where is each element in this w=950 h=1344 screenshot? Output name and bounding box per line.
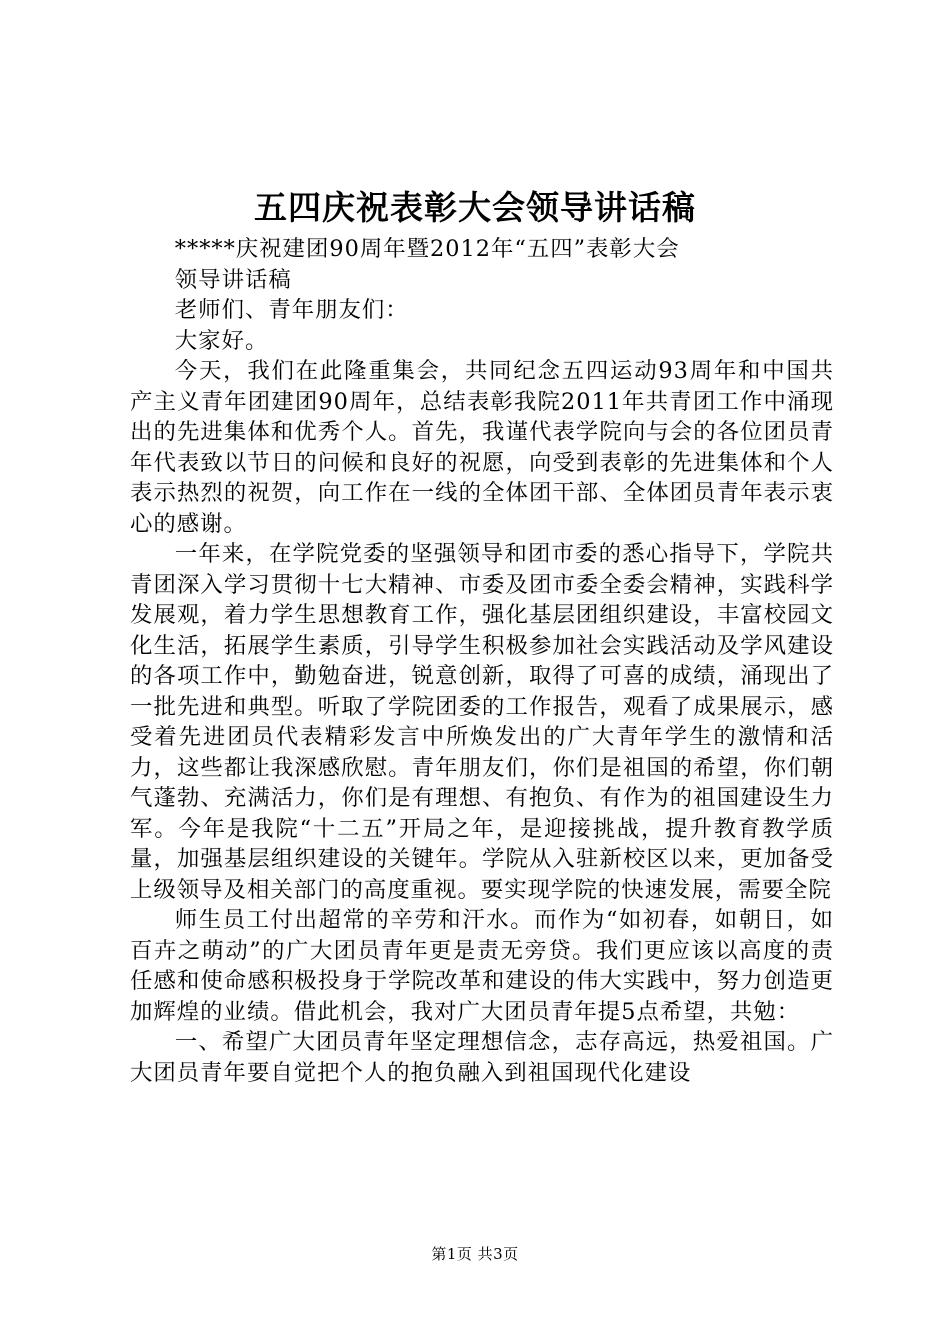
body-paragraph: 师生员工付出超常的辛劳和汗水。而作为“如初春，如朝日，如百卉之萌动”的广大团员青年更是责无旁贷。我们更应该以高度的责任感和使命感积极投身于学院改革和建设的伟大实践中，努力创造更加辉煌的业绩。借此机会，我对广大团员青年提5点希望，共勉： (130, 907, 834, 1025)
subtitle-line-2: 领导讲话稿 (174, 266, 292, 293)
document-body (130, 234, 834, 1088)
body-paragraph: 一、希望广大团员青年坚定理想信念，志存高远，热爱祖国。广大团员青年要自觉把个人的抱负融入到祖国现代化建设 (130, 1029, 834, 1086)
greeting: 大家好。 (174, 327, 269, 354)
subtitle-line-1: *****庆祝建团90周年暨2012年“五四”表彰大会 (174, 236, 680, 262)
salutation: 老师们、青年朋友们： (174, 297, 409, 323)
page-number-footer: 第1页 共3页 (431, 1245, 519, 1263)
body-paragraph: 一年来，在学院党委的坚强领导和团市委的悉心指导下，学院共青团深入学习贯彻十七大精神、市委及团市委全委会精神，实践科学发展观，着力学生思想教育工作，强化基层团组织建设，丰富校园文化生活，拓展学生素质，引导学生积极参加社会实践活动及学风建设的各项工作中，勤勉奋进，锐意创新，取得了可喜的成绩，涌现出了一批先进和典型。听取了学院团委的工作报告，观看了成果展示，感受着先进团员代表精彩发言中所焕发出的广大青年学生的激情和活力，这些都让我深感欣慰。青年朋友们，你们是祖国的希望，你们朝气蓬勃、充满活力，你们是有理想、有抱负、有作为的祖国建设生力军。今年是我院“十二五”开局之年，是迎接挑战，提升教育教学质量，加强基层组织建设的关键年。学院从入驻新校区以来，更加备受上级领导及相关部门的高度重视。要实现学院的快速发展，需要全院 (130, 541, 834, 903)
body-paragraph: 今天，我们在此隆重集会，共同纪念五四运动93周年和中国共产主义青年团建团90周年，总结表彰我院2011年共青团工作中涌现出的先进集体和优秀个人。首先，我谨代表学院向与会的各位团员青年代表致以节日的问候和良好的祝愿，向受到表彰的先进集体和个人表示热烈的祝贺，向工作在一线的全体团干部、全体团员青年表示衷心的感谢。 (130, 358, 834, 537)
document-title: 五四庆祝表彰大会领导讲话稿 (254, 188, 696, 227)
